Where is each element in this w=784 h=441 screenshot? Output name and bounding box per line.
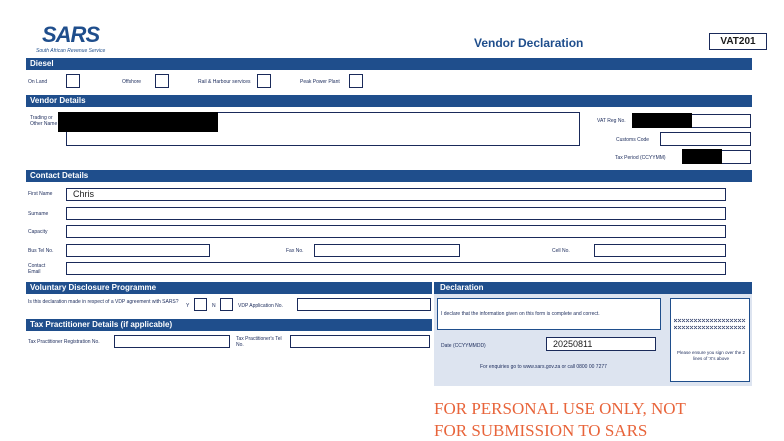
enquiries-text: For enquiries go to www.sars.gov.za or call 0800 00 7277 <box>480 364 607 370</box>
on-land-label: On Land <box>28 79 48 85</box>
surname-label: Surname <box>28 211 49 217</box>
fax-field[interactable] <box>314 244 460 257</box>
cell-label: Cell No. <box>552 248 570 254</box>
redacted-tax-period <box>682 149 722 164</box>
peak-power-label: Peak Power Plant <box>300 79 340 85</box>
vdp-no-checkbox[interactable] <box>220 298 233 311</box>
peak-power-checkbox[interactable] <box>349 74 363 88</box>
vdp-no-label: N <box>212 303 216 309</box>
section-header-vendor: Vendor Details <box>26 95 752 107</box>
redacted-vat-reg <box>632 113 692 128</box>
email-field[interactable] <box>66 262 726 275</box>
rail-harbour-checkbox[interactable] <box>257 74 271 88</box>
capacity-label: Capacity <box>28 229 48 235</box>
signature-x-lines <box>674 317 746 331</box>
sars-logo-subtitle: South African Revenue Service <box>36 48 106 54</box>
section-header-contact: Contact Details <box>26 170 752 182</box>
rail-harbour-label: Rail & Harbour services <box>198 79 251 85</box>
customs-code-field[interactable] <box>660 132 751 146</box>
section-header-vdp: Voluntary Disclosure Programme <box>26 282 432 294</box>
page-title: Vendor Declaration <box>474 36 584 50</box>
customs-code-label: Customs Code <box>616 137 650 143</box>
on-land-checkbox[interactable] <box>66 74 80 88</box>
first-name-label: First Name <box>28 191 53 197</box>
vdp-question: Is this declaration made in respect of a VDP agreement with SARS? <box>28 299 179 305</box>
offshore-label: Offshore <box>122 79 142 85</box>
section-header-declaration: Declaration <box>434 282 752 294</box>
email-label: Contact Email <box>28 263 46 275</box>
declaration-statement: I declare that the information given on this form is complete and correct. <box>441 311 600 317</box>
tp-tel-no-field[interactable] <box>290 335 430 348</box>
tax-period-label: Tax Period (CCYYMM) <box>615 155 666 161</box>
tp-reg-no-field[interactable] <box>114 335 230 348</box>
tp-reg-no-label: Tax Practitioner Registration No. <box>28 339 100 345</box>
watermark-line-2: FOR SUBMISSION TO SARS <box>434 421 648 440</box>
vdp-yes-label: Y <box>186 303 190 309</box>
section-header-tax-practitioner: Tax Practitioner Details (if applicable) <box>26 319 432 331</box>
fax-label: Fax No. <box>286 248 304 254</box>
declaration-date-label: Date (CCYYMMDD) <box>441 343 486 349</box>
offshore-checkbox[interactable] <box>155 74 169 88</box>
watermark-line-1: FOR PERSONAL USE ONLY, NOT <box>434 399 686 418</box>
signature-note: Please ensure you sign over the 2 lines of 'X's above <box>676 350 746 361</box>
bus-tel-label: Bus Tel No. <box>28 248 54 254</box>
vdp-app-no-label: VDP Application No. <box>238 303 283 309</box>
vdp-yes-checkbox[interactable] <box>194 298 207 311</box>
declaration-date-field[interactable]: 20250811 <box>546 337 656 351</box>
signature-box[interactable] <box>670 298 750 382</box>
personal-use-watermark <box>434 398 774 441</box>
bus-tel-field[interactable] <box>66 244 210 257</box>
vdp-app-no-field[interactable] <box>297 298 431 311</box>
capacity-field[interactable] <box>66 225 726 238</box>
tp-tel-no-label: Tax Practitioner's Tel No. <box>236 336 282 348</box>
sars-logo: SARS <box>42 22 100 47</box>
form-code: VAT201 <box>709 33 767 50</box>
redacted-trading-name <box>58 112 218 132</box>
trading-name-label: Trading or Other Name <box>30 115 58 127</box>
section-header-diesel: Diesel <box>26 58 752 70</box>
first-name-field[interactable]: Chris <box>66 188 726 201</box>
surname-field[interactable] <box>66 207 726 220</box>
cell-field[interactable] <box>594 244 726 257</box>
vat-reg-label: VAT Reg No. <box>597 118 626 124</box>
